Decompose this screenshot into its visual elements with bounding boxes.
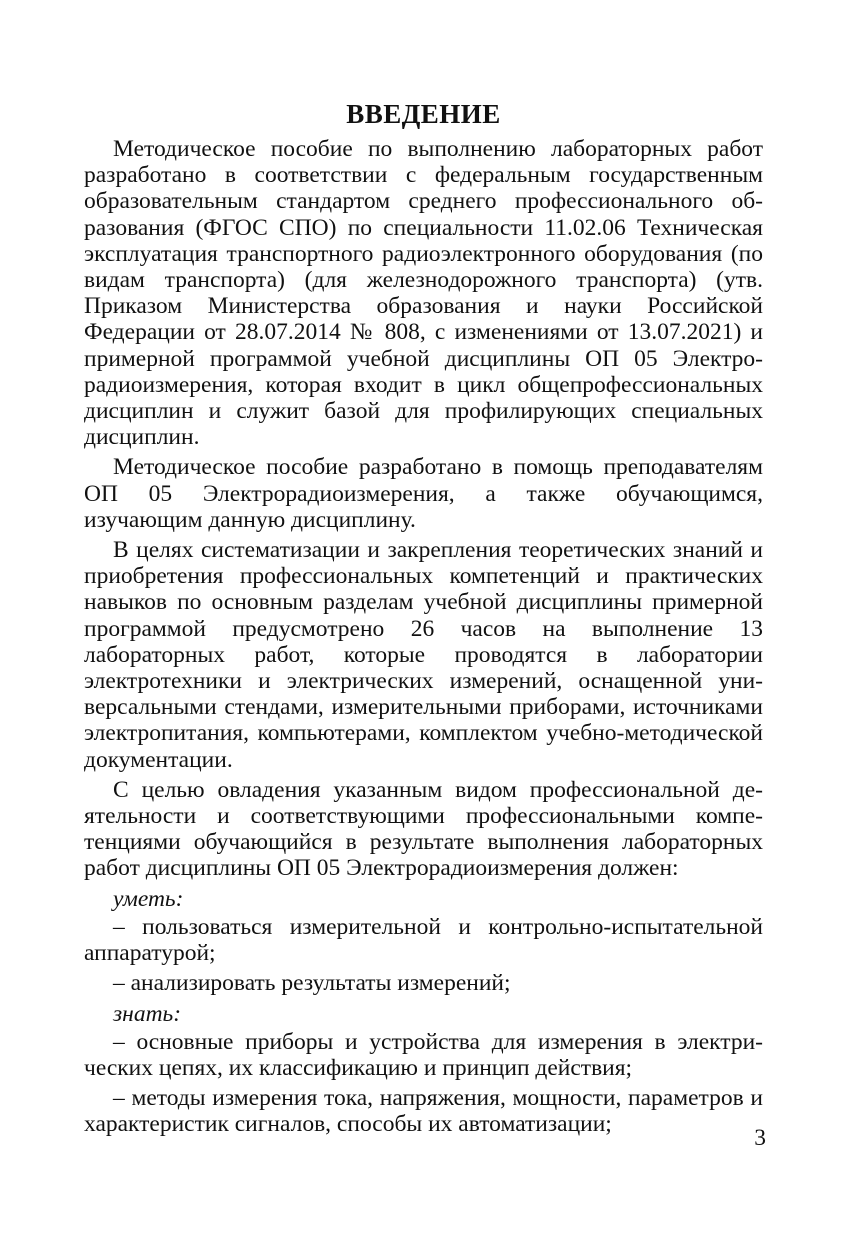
intro-paragraph-4: С целью овладения указанным видом профессиональной деятельности и соответствующими профессиональными компетенциями обучающийся в результате выполнения лабораторных работ дисциплины ОП 05 Электрорадиоизмерения должен: bbox=[84, 776, 763, 882]
knowledge-item: – основные приборы и устройства для измерения в электрических цепях, их классификацию и принцип действия; bbox=[84, 1028, 763, 1081]
skills-label: уметь: bbox=[113, 885, 184, 912]
intro-paragraph-2: Методическое пособие разработано в помощь преподавателям ОП 05 Электрорадиоизмерения, а также обучающимся, изучающим данную дисциплину. bbox=[84, 454, 763, 533]
page-number: 3 bbox=[754, 1125, 766, 1151]
page-title: ВВЕДЕНИЕ bbox=[346, 99, 501, 129]
document-page bbox=[84, 96, 763, 1142]
intro-paragraph-1: Методическое пособие по выполнению лабораторных работ разработано в соответствии с федеральным государственным образовательным стандартом среднего профессионального образования (ФГОС СПО) по специальности 11.02.06 Техническая эксплуатация транспортного радиоэлектронного оборудования (по видам транспорта) (для железнодорожного транспорта) (утв. Приказом Министерства образования и науки Российской Федерации от 28.07.2014 № 808, с изменениями от 13.07.2021) и примерной программой учебной дисциплины ОП 05 Электрорадиоизмерения, которая входит в цикл общепрофессиональных дисциплин и служит базой для профилирующих специальных дисциплин. bbox=[84, 136, 763, 451]
knowledge-item: – методы измерения тока, напряжения, мощности, параметров и характеристик сигналов, способы их автоматизации; bbox=[84, 1085, 763, 1138]
skill-item: – пользоваться измерительной и контрольно-испытательной аппаратурой; bbox=[84, 913, 763, 967]
skill-item: – анализировать результаты измерений; bbox=[113, 970, 511, 997]
intro-paragraph-3: В целях систематизации и закрепления теоретических знаний и приобретения профессиональных компетенций и практических навыков по основным разделам учебной дисциплины примерной программой предусмотрено 26 часов на выполнение 13 лабораторных работ, которые проводятся в лаборатории электротехники и электрических измерений, оснащенной универсальными стендами, измерительными приборами, источниками электропитания, компьютерами, комплектом учебно-методической документации. bbox=[84, 537, 763, 773]
knowledge-label: знать: bbox=[113, 1000, 182, 1027]
